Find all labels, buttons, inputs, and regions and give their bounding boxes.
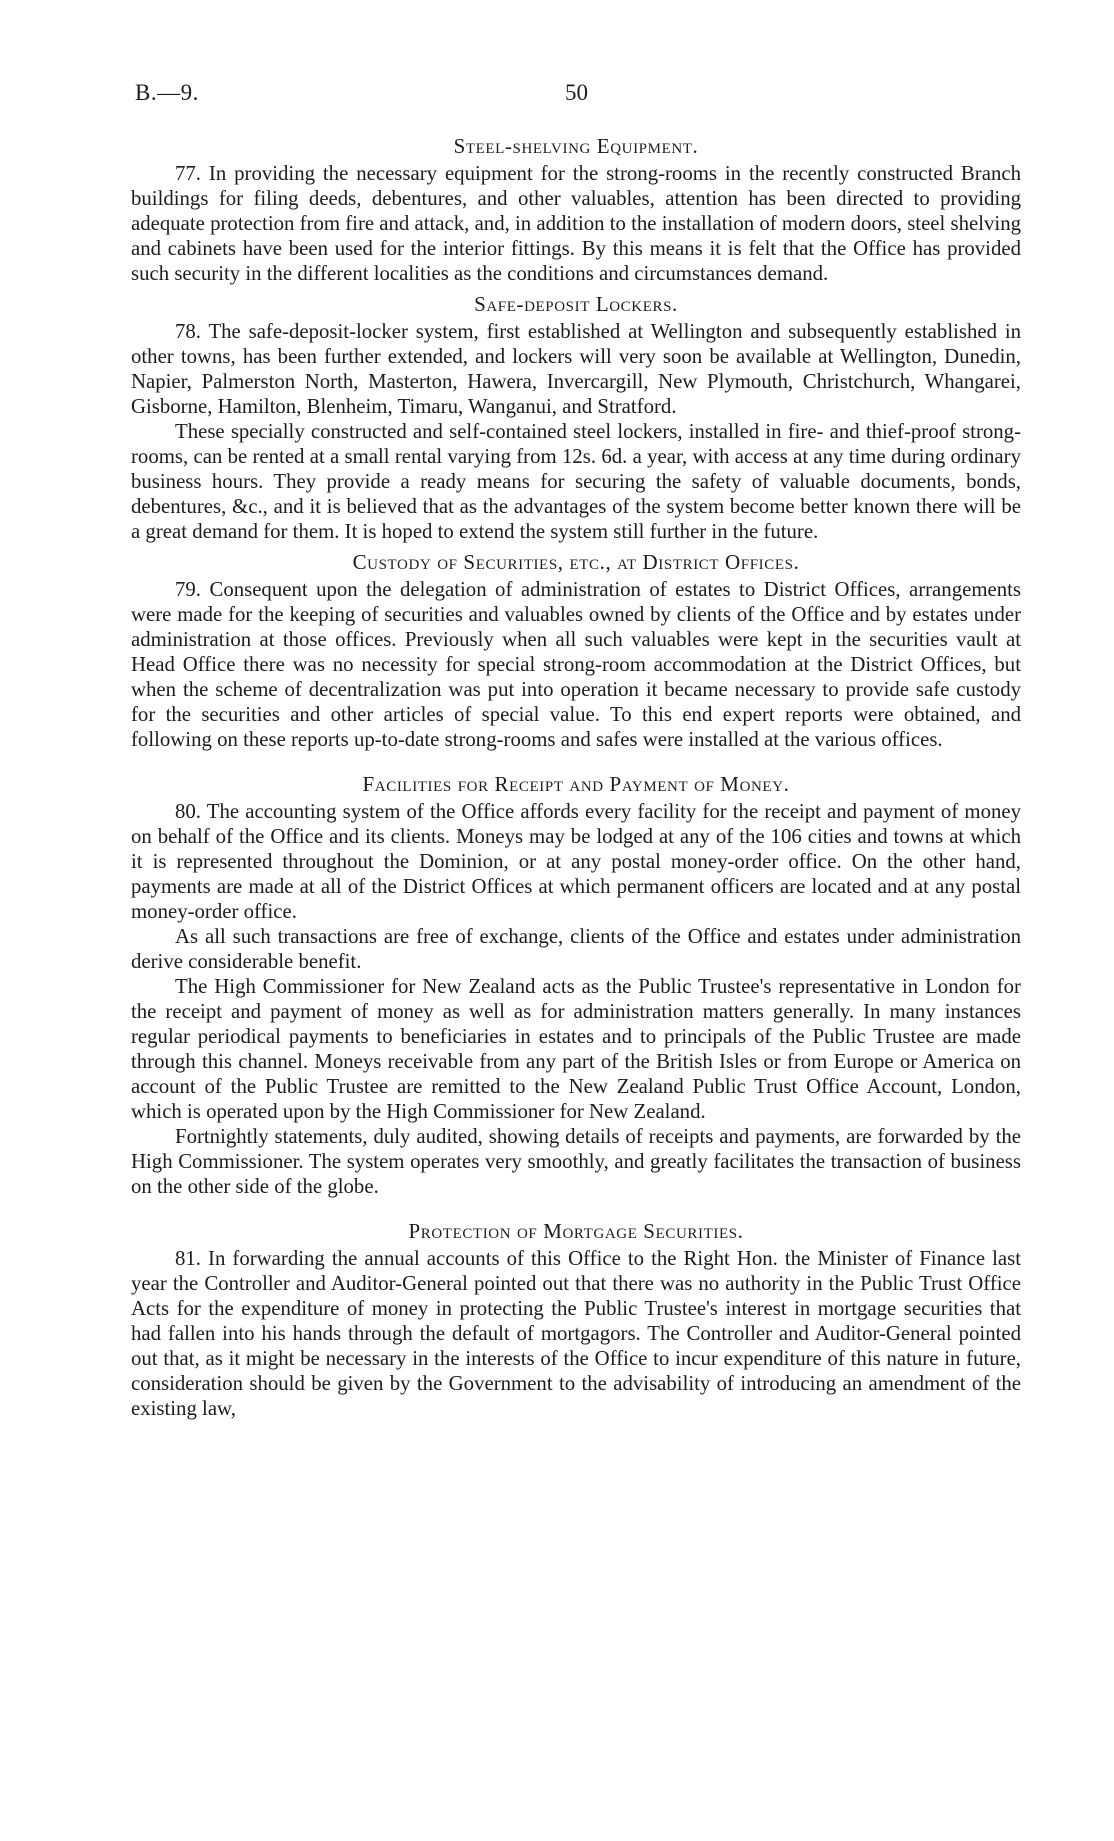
document-reference: B.—9. — [135, 80, 199, 105]
paragraph-80: 80. The accounting system of the Office affords every facility for the receipt and payment of money on behalf of the Office and its clients. Moneys may be lodged at any of the 106 cities and towns at which it is represented throughout the Dominion, or at any postal money-order office. On the other hand, payments are made at all of the District Offices at which permanent officers are located and at any postal money-order office. — [131, 800, 1021, 923]
section-heading-mortgage: Protection of Mortgage Securities. — [408, 1219, 744, 1243]
page-number: 50 — [565, 80, 588, 105]
paragraph-79: 79. Consequent upon the delegation of administration of estates to District Offices, arrangements were made for the keeping of securities and valuables owned by clients of the Office and by estates under administration at those offices. Previously when all such valuables were kept in the securities vault at Head Office there was no necessity for special strong-room accommodation at the District Offices, but when the scheme of decentralization was put into operation it became necessary to provide safe custody for the securities and other articles of special value. To this end expert reports were obtained, and following on these reports up-to-date strong-rooms and safes were installed at the various offices. — [131, 578, 1021, 751]
paragraph-80-exchange: As all such transactions are free of exchange, clients of the Office and estates under administration derive considerable benefit. — [131, 925, 1021, 973]
page-body — [131, 134, 1021, 1421]
paragraph-80-statements: Fortnightly statements, duly audited, showing details of receipts and payments, are forwarded by the High Commissioner. The system operates very smoothly, and greatly facilitates the transaction of business on the other side of the globe. — [131, 1125, 1021, 1198]
paragraph-78: 78. The safe-deposit-locker system, first established at Wellington and subsequently established in other towns, has been further extended, and lockers will very soon be available at Wellington, Dunedin, Napier, Palmerston North, Masterton, Hawera, Invercargill, New Plymouth, Christchurch, Whangarei, Gisborne, Hamilton, Blenheim, Timaru, Wanganui, and Stratford. — [131, 320, 1021, 418]
section-heading-safe-deposit: Safe-deposit Lockers. — [474, 292, 678, 316]
paragraph-81: 81. In forwarding the annual accounts of this Office to the Right Hon. the Minister of Finance last year the Controller and Auditor-General pointed out that there was no authority in the Public Trust Office Acts for the expenditure of money in protecting the Public Trustee's interest in mortgage securities that had fallen into his hands through the default of mortgagors. The Controller and Auditor-General pointed out that, as it might be necessary in the interests of the Office to incur expenditure of this nature in future, consideration should be given by the Government to the advisability of introducing an amendment of the existing law, — [131, 1247, 1021, 1420]
section-heading-steel-shelving: Steel-shelving Equipment. — [453, 134, 699, 158]
paragraph-77: 77. In providing the necessary equipment for the strong-rooms in the recently constructed Branch buildings for filing deeds, debentures, and other valuables, attention has been directed to providing adequate protection from fire and attack, and, in addition to the installation of modern doors, steel shelving and cabinets have been used for the interior fittings. By this means it is felt that the Office has provided such security in the different localities as the conditions and circumstances demand. — [131, 162, 1021, 285]
section-heading-custody: Custody of Securities, etc., at District Offices. — [352, 550, 800, 574]
paragraph-78-lockers: These specially constructed and self-contained steel lockers, installed in fire- and thief-proof strong-rooms, can be rented at a small rental varying from 12s. 6d. a year, with access at any time during ordinary business hours. They provide a ready means for securing the safety of valuable documents, bonds, debentures, &c., and it is believed that as the advantages of the system become better known there will be a great demand for them. It is hoped to extend the system still further in the future. — [131, 420, 1021, 543]
paragraph-80-high-commissioner: The High Commissioner for New Zealand acts as the Public Trustee's representative in London for the receipt and payment of money as well as for administration matters generally. In many instances regular periodical payments to beneficiaries in estates and to principals of the Public Trustee are made through this channel. Moneys receivable from any part of the British Isles or from Europe or America on account of the Public Trustee are remitted to the New Zealand Public Trust Office Account, London, which is operated upon by the High Commissioner for New Zealand. — [131, 975, 1021, 1123]
section-heading-facilities: Facilities for Receipt and Payment of Money. — [362, 772, 790, 796]
